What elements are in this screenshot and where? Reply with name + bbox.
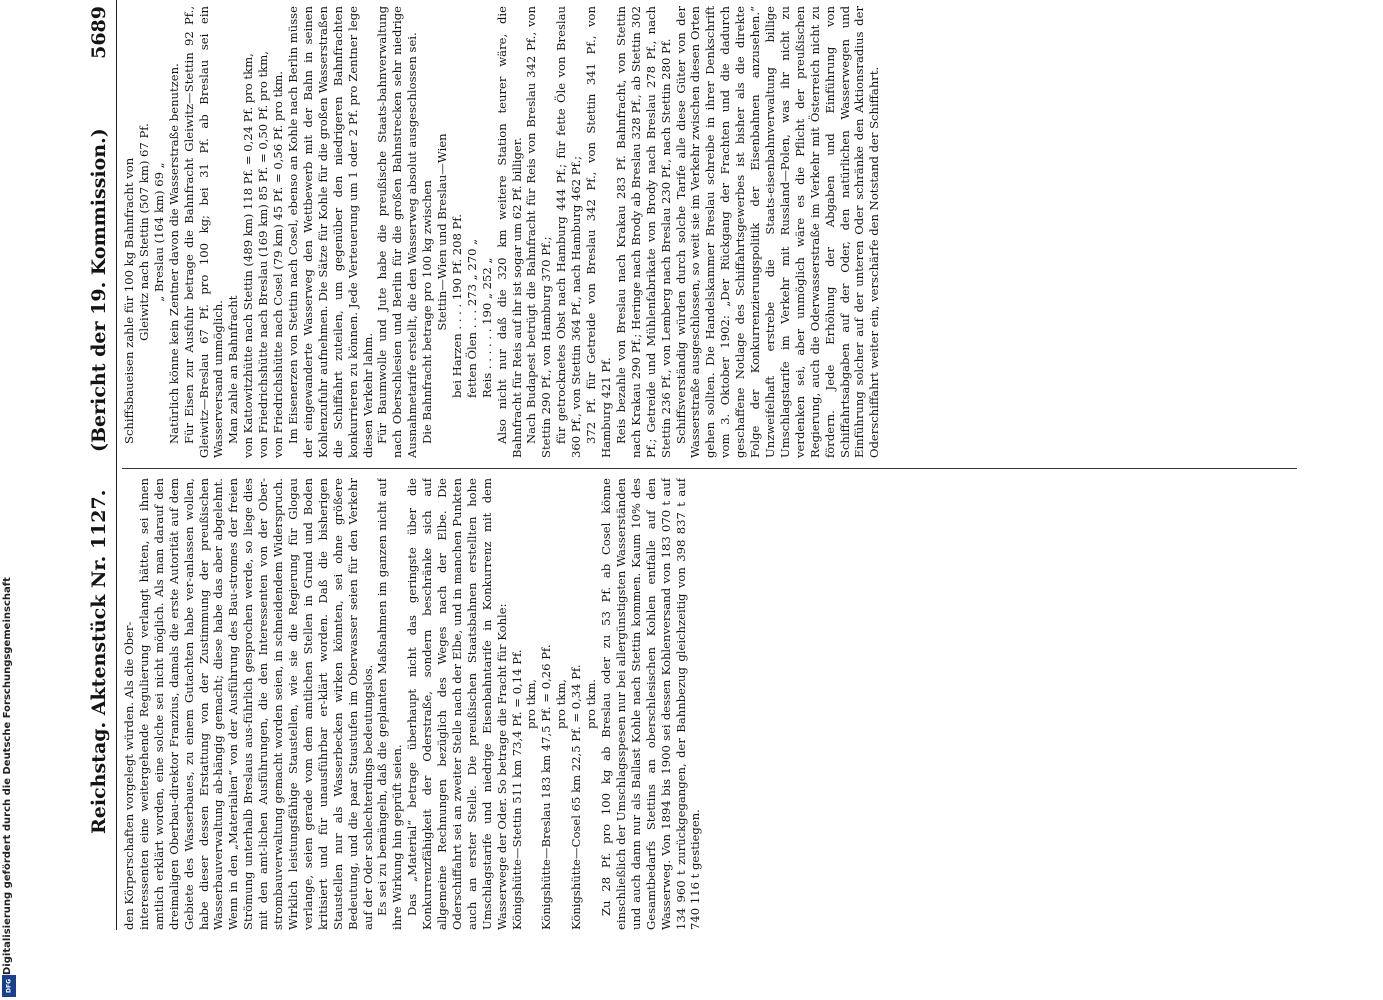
freight-row: von Friedrichshütte nach Breslau (169 km) 85 Pf. = 0,50 Pf. pro tkm, bbox=[256, 51, 271, 458]
paragraph: für getrocknetes Obst nach Hamburg 444 Pf.; für fette Öle von Breslau 360 Pf., von Stettin 364 Pf., nach Hamburg 462 Pf.; bbox=[554, 6, 584, 458]
paragraph: Zu 28 Pf. pro 100 kg ab Breslau oder zu 53 Pf. ab Cosel könne einschließlich der Umschlagsspesen nur bei allergünstigsten Wasserständen und auch dann nur als Ballast Kohle nach Stettin kommen. Kaum 10% des Gesamtbedarfs Stettins an oberschlesischen Kohlen entfalle auf den Wasserweg. Von 1894 bis 1900 sei dessen Kohlenversand von 183 070 t auf 134 960 t zurückgegangen, der Bahnbezug gleichzeitig von 398 837 t auf 740 116 t gestiegen. bbox=[599, 478, 703, 930]
paragraph: interessenten eine weitergehende Regulierung verlangt hätten, sei ihnen amtlich erklärt worden, eine solche sei nicht möglich. Als man darauf den dreimaligen Oberbau-direktor Franzius, damals die erste Autorität auf dem Gebiete des Wasserbaues, zu einem Gutachten habe ver-anlassen wollen, habe dieser dessen Erstattung von der Zustimmung der preußischen Wasserbauverwaltung ab-hängig gemacht; diese habe das aber abgelehnt. Wenn in den „Materialien“ von der Ausführung des Bau-stromes der freien Strömung unterhalb Breslaus aus-führlich gesprochen werde, so liege dies mit den amt-lichen Ausführungen, die den Interessenten von der Ober-strombauverwaltung gemacht worden seien, in schneidendem Widerspruch. Wirklich leistungsfähige Staustellen, wie sie die Regierung für Glogau verlange, seien gerade vom dem amtlichen Stellen in Grund und Boden kritisiert und für unausführbar er-klärt worden. Daß die bisherigen Staustellen nur als Wasserbecken wirken könnten, sei ohne größere Bedeutung, und die paar Staustufen im Oberwasser seien für den Verkehr auf der Oder schlechterdings bedeutungslos. bbox=[136, 478, 375, 930]
left-column bbox=[122, 478, 1297, 930]
paragraph: Die Bahnfracht betrage pro 100 kg zwischen bbox=[420, 180, 435, 444]
paragraph: Nach Budapest betrügt die Bahnfracht für Reis von Breslau 342 Pf., von Stettin 290 Pf., von Hamburg 370 Pf.; bbox=[524, 6, 554, 458]
scanned-page bbox=[82, 0, 1297, 930]
table-header: Stettin—Wien und Breslau—Wien bbox=[435, 133, 450, 331]
header-title: Reichstag. Aktenstück Nr. 1127. bbox=[88, 489, 110, 834]
header-report: (Bericht der 19. Kommission.) bbox=[88, 128, 110, 452]
page-header bbox=[82, 0, 117, 930]
paragraph: Es sei zu bemängeln, daß die geplanten Maßnahmen im ganzen nicht auf ihre Wirkung hin geprüft seien. bbox=[375, 478, 405, 930]
freight-row: „ Breslau (164 km) 69 „ bbox=[151, 162, 166, 302]
paragraph: Für Eisen zur Ausfuhr betrage die Bahnfracht Gleiwitz—Stettin 92 Pf., Gleiwitz—Breslau 67 Pf. pro 100 kg; bei 31 Pf. ab Breslau sei ein Wasserversand unmöglich. bbox=[181, 6, 226, 458]
paragraph: Schiffsverständig würden durch solche Tarife alle diese Güter von der Wasserstraße ausgeschlossen, so weit sie im Verkehr zwischen diesen Orten gehen sollten. Die Handelskammer Breslau schreibe in ihrer Denkschrift vom 3. Oktober 1902: „Der Rückgang der Frachten und die dadurch geschaffene Notlage des Schiffahrtsgewerbes ist bisher als die direkte Folge der Konkurrenzierungspolitik der Eisenbahnen anzusehen.“ Unzweifelhaft erstrebe die Staats-eisenbahnverwaltung billige Umschlagstarife im Verkehr mit Russland—Polen, was ihr nicht zu verdenken sei, aber unmöglich wäre es die Pflicht der preußischen Regierung, auch die Oderwasserstraße im Verkehr mit Österreich nicht zu fördern. Jede Erhöhung der Abgaben und Einführung von Schiffahrtsabgaben auf der Oder, den natürlichen Wasserwegen und Einführung solcher auf der unteren Oder schränke den Aktionsradius der Oderschiffahrt weiter ein, verschärfe den Notstand der Schiffahrt. bbox=[673, 6, 882, 458]
paragraph: Für Baumwolle und Jute habe die preußische Staats-bahnverwaltung nach Oberschlesien und Berlin für die großen Bahnstrecken sehr niedrige Ausnahmetarife erstellt, die den Wasserweg absolut ausgeschlossen sei. bbox=[375, 6, 420, 458]
freight-row: Gleiwitz nach Stettin (507 km) 67 Pf. bbox=[136, 123, 151, 341]
page-number: 5689 bbox=[88, 6, 110, 59]
paragraph: den Körperschaften vorgelegt würden. Als die Ober- bbox=[122, 621, 136, 930]
paragraph: Reis bezahle von Breslau nach Krakau 283 Pf. Bahnfracht, von Stettin nach Krakau 290 Pf.; Heringe nach Brody ab Breslau 328 Pf., ab Stettin 302 Pf.; Getreide und Mühlenfabrikate von Brody nach Breslau 278 Pf., nach Stettin 236 Pf., von Lemberg nach Breslau 230 Pf., nach Stettin 280 Pf. bbox=[613, 6, 673, 458]
paragraph: Im Eisenerzen von Stettin nach Cosel, ebenso an Kohle nach Berlin müsse der eingewanderte Wasserweg den Wettbewerb mit der Bahn in seinen Kohlenzufuhr aufnehmen. Die Sätze für Kohle für die großen Wasserstraßen die Schiffahrt zuteilen, um gegenüber den niedrigeren Bahnfrachten konkurrieren zu können. Jede Verteuerung um 1 oder 2 Pf. pro Zentner lege diesen Verkehr lahm. bbox=[285, 6, 375, 458]
paragraph: Man zahle an Bahnfracht bbox=[226, 295, 241, 444]
column-divider bbox=[122, 468, 1297, 469]
paragraph: Schiffsbaueisen zahle für 100 kg Bahnfracht von bbox=[122, 157, 136, 444]
table-row: fetten Ölen . . . 273 „ 270 „ bbox=[464, 238, 479, 398]
freight-row: Königshütte—Stettin 511 km 73,4 Pf. = 0,14 Pf. bbox=[509, 649, 524, 930]
paragraph: Natürlich könne kein Zentner davon die Wasserstraße benutzen. bbox=[166, 63, 181, 444]
paragraph: 372 Pf. für Getreide von Breslau 342 Pf., von Stettin 341 Pf., von Hamburg 421 Pf. bbox=[584, 6, 613, 458]
freight-row: von Kattowitzhütte nach Stettin (489 km) 118 Pf. = 0,24 Pf. pro tkm, bbox=[241, 53, 256, 458]
freight-unit: pro tkm, bbox=[554, 679, 569, 729]
digitization-credit: Digitalisierung gefördert durch die Deutsche Forschungsgemeinschaft bbox=[2, 577, 13, 975]
freight-row: Königshütte—Cosel 65 km 22,5 Pf. = 0,34 Pf. bbox=[569, 664, 584, 930]
freight-row: Königshütte—Breslau 183 km 47,5 Pf. = 0,26 Pf. bbox=[539, 644, 554, 930]
dfg-logo: DFG bbox=[2, 975, 16, 997]
table-row: Reis . . . . . . 190 „ 252 „ bbox=[479, 257, 494, 398]
freight-unit: pro tkm. bbox=[584, 679, 599, 729]
digitization-sidebar bbox=[0, 0, 18, 1000]
paragraph: Also nicht nur daß die 320 km weitere Station teurer wäre, die Bahnfracht für Reis auf ihr ist sogar um 62 Pf. billiger. bbox=[494, 6, 524, 458]
table-row: bei Harzen . . . . 190 Pf. 208 Pf. bbox=[449, 214, 464, 398]
freight-unit: pro tkm, bbox=[524, 679, 539, 729]
paragraph: Das „Material“ betrage überhaupt nicht das geringste über die Konkurrenzfähigkeit der Oderstraße, sondern beschränke sich auf allgemeine Rechnungen bezüglich des Weges nach der Elbe. Die Oderschiffahrt sei an zweiter Stelle nach der Elbe, und in manchen Punkten auch an erster Stelle. Die preußischen Staatsbahnen erstellten hohe Umschlagstarife und niedrige Eisenbahntarife in Konkurrenz mit dem Wasserwege der Oder. So betrage die Fracht für Kohle: bbox=[405, 478, 509, 930]
freight-row: von Friedrichshütte nach Cosel (79 km) 45 Pf. = 0,56 Pf. pro tkm. bbox=[271, 71, 286, 458]
right-column bbox=[122, 6, 1297, 458]
